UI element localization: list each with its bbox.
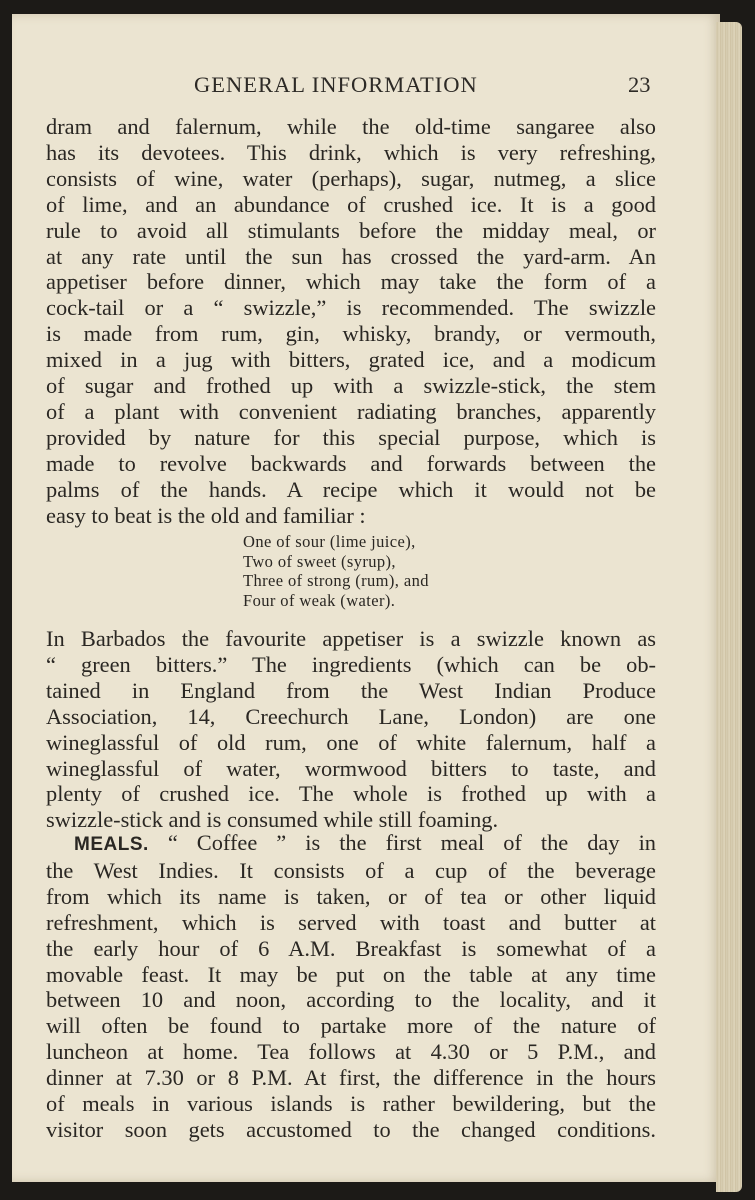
text-line: Association, 14, Creechurch Lane, London) are one (46, 703, 656, 729)
text-line: “ green bitters.” The ingredients (which can be ob- (46, 651, 656, 677)
text-line: mixed in a jug with bitters, grated ice, and a modicum (46, 347, 656, 373)
text-line: the early hour of 6 A.M. Breakfast is somewhat of a (46, 935, 656, 961)
heading-continuation: “ Coffee ” is the first meal of the day in (167, 830, 656, 855)
text-line: consists of wine, water (perhaps), sugar, nutmeg, a slice (46, 165, 656, 191)
verse-line: One of sour (lime juice), (243, 532, 416, 551)
verse-line: Three of strong (rum), and (243, 571, 429, 590)
page-edges (716, 22, 742, 1192)
text-line: wineglassful of old rum, one of white falernum, half a (46, 729, 656, 755)
verse-line: Four of weak (water). (243, 590, 396, 610)
text-line: tained in England from the West Indian Produce (46, 677, 656, 703)
text-line: between 10 and noon, according to the locality, and it (46, 987, 656, 1013)
text-line: of meals in various islands is rather bewildering, but the (46, 1091, 656, 1117)
text-line: visitor soon gets accustomed to the changed conditions. (46, 1116, 656, 1142)
text-line: appetiser before dinner, which may take the form of a (46, 269, 656, 295)
text-line: dinner at 7.30 or 8 P.M. At first, the difference in the hours (46, 1065, 656, 1091)
text-line: dram and falernum, while the old-time sangaree also (46, 114, 656, 139)
paragraph-meals (46, 830, 656, 1143)
text-line: palms of the hands. A recipe which it would not be (46, 476, 656, 502)
text-line: wineglassful of water, wormwood bitters to taste, and (46, 755, 656, 781)
page-number: 23 (628, 72, 651, 97)
text-line: plenty of crushed ice. The whole is frothed up with a (46, 781, 656, 807)
text-line (46, 830, 656, 858)
text-line: easy to beat is the old and familiar : (46, 502, 366, 528)
page-header (12, 72, 702, 106)
running-head: GENERAL INFORMATION (194, 72, 478, 97)
text-line: is made from rum, gin, whisky, brandy, or vermouth, (46, 321, 656, 347)
text-line: the West Indies. It consists of a cup of the beverage (46, 857, 656, 883)
text-line: rule to avoid all stimulants before the midday meal, or (46, 217, 656, 243)
paragraph-drinks (46, 114, 656, 529)
text-line: will often be found to partake more of the nature of (46, 1013, 656, 1039)
text-line: movable feast. It may be put on the table at any time (46, 961, 656, 987)
text-line: from which its name is taken, or of tea or other liquid (46, 883, 656, 909)
book-page (12, 14, 720, 1182)
text-line: of a plant with convenient radiating branches, apparently (46, 398, 656, 424)
paragraph-barbados (46, 626, 656, 833)
verse-line: Two of sweet (syrup), (243, 551, 396, 571)
text-line: In Barbados the favourite appetiser is a swizzle known as (46, 626, 656, 651)
text-line: has its devotees. This drink, which is very refreshing, (46, 139, 656, 165)
text-line: of lime, and an abundance of crushed ice. It is a good (46, 191, 656, 217)
text-line: luncheon at home. Tea follows at 4.30 or 5 P.M., and (46, 1039, 656, 1065)
text-line: refreshment, which is served with toast and butter at (46, 909, 656, 935)
text-line: at any rate until the sun has crossed the yard-arm. An (46, 243, 656, 269)
text-line: of sugar and frothed up with a swizzle-stick, the stem (46, 373, 656, 399)
text-line: swizzle-stick and is consumed while still foaming. (46, 807, 499, 833)
text-line: provided by nature for this special purpose, which is (46, 424, 656, 450)
recipe-verse (243, 532, 429, 610)
text-line: made to revolve backwards and forwards between the (46, 450, 656, 476)
section-heading: MEALS. (74, 834, 149, 855)
text-line: cock-tail or a “ swizzle,” is recommended. The swizzle (46, 295, 656, 321)
